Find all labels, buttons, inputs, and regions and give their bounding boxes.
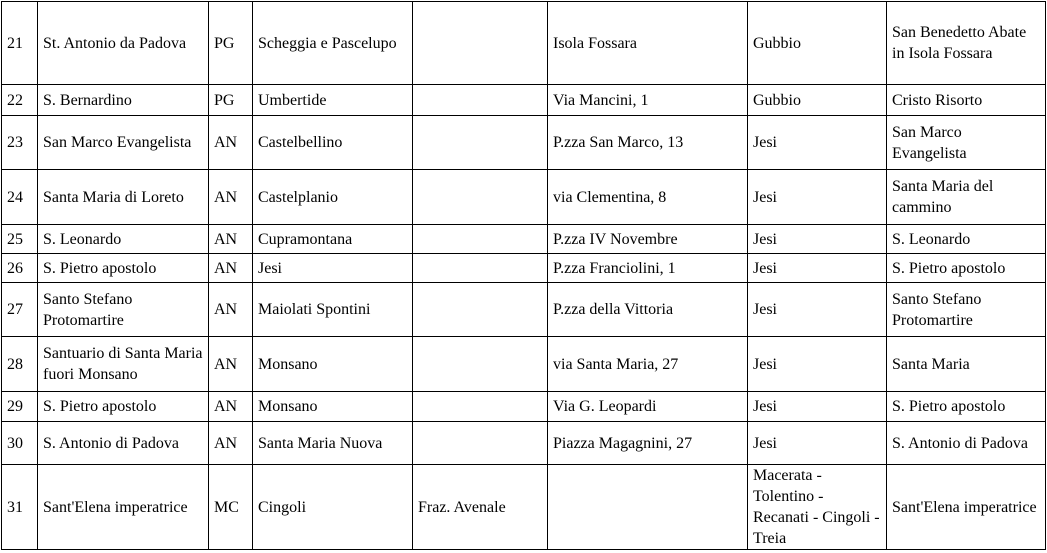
row-number: 31	[2, 465, 38, 550]
diocese: Gubbio	[748, 85, 887, 116]
province: PG	[209, 85, 253, 116]
row-number: 30	[2, 422, 38, 465]
parish: Cristo Risorto	[887, 85, 1046, 116]
municipality: Monsano	[253, 392, 413, 422]
row-number: 24	[2, 170, 38, 225]
hamlet	[413, 254, 548, 283]
address: Isola Fossara	[548, 2, 748, 85]
municipality: Maiolati Spontini	[253, 283, 413, 337]
parish: Santo Stefano Protomartire	[887, 283, 1046, 337]
address: P.zza della Vittoria	[548, 283, 748, 337]
municipality: Castelbellino	[253, 116, 413, 170]
province: AN	[209, 392, 253, 422]
diocese: Jesi	[748, 116, 887, 170]
municipality: Castelplanio	[253, 170, 413, 225]
diocese: Jesi	[748, 422, 887, 465]
address: via Santa Maria, 27	[548, 337, 748, 392]
church-name: Santuario di Santa Maria fuori Monsano	[38, 337, 209, 392]
hamlet	[413, 422, 548, 465]
church-name: S. Leonardo	[38, 225, 209, 254]
row-number: 21	[2, 2, 38, 85]
province: AN	[209, 116, 253, 170]
hamlet	[413, 283, 548, 337]
diocese: Jesi	[748, 254, 887, 283]
table-row	[2, 2, 1046, 85]
address: Piazza Magagnini, 27	[548, 422, 748, 465]
church-name: Sant'Elena imperatrice	[38, 465, 209, 550]
row-number: 28	[2, 337, 38, 392]
address	[548, 465, 748, 550]
church-name: S. Pietro apostolo	[38, 392, 209, 422]
church-name: San Marco Evangelista	[38, 116, 209, 170]
hamlet	[413, 170, 548, 225]
diocese: Jesi	[748, 392, 887, 422]
parish: Sant'Elena imperatrice	[887, 465, 1046, 550]
address: via Clementina, 8	[548, 170, 748, 225]
parish: S. Leonardo	[887, 225, 1046, 254]
table-row	[2, 116, 1046, 170]
row-number: 29	[2, 392, 38, 422]
province: AN	[209, 337, 253, 392]
diocese: Jesi	[748, 225, 887, 254]
diocese: Jesi	[748, 283, 887, 337]
parish: S. Pietro apostolo	[887, 392, 1046, 422]
municipality: Cingoli	[253, 465, 413, 550]
municipality: Monsano	[253, 337, 413, 392]
church-name: S. Pietro apostolo	[38, 254, 209, 283]
province: AN	[209, 422, 253, 465]
table-row	[2, 422, 1046, 465]
parish: S. Pietro apostolo	[887, 254, 1046, 283]
church-name: S. Bernardino	[38, 85, 209, 116]
province: MC	[209, 465, 253, 550]
church-name: St. Antonio da Padova	[38, 2, 209, 85]
municipality: Jesi	[253, 254, 413, 283]
churches-table	[1, 1, 1046, 550]
hamlet	[413, 116, 548, 170]
church-name: S. Antonio di Padova	[38, 422, 209, 465]
table-row	[2, 337, 1046, 392]
table-row	[2, 465, 1046, 550]
province: AN	[209, 254, 253, 283]
parish: Santa Maria	[887, 337, 1046, 392]
table-row	[2, 392, 1046, 422]
row-number: 26	[2, 254, 38, 283]
hamlet	[413, 2, 548, 85]
hamlet: Fraz. Avenale	[413, 465, 548, 550]
row-number: 23	[2, 116, 38, 170]
address: Via Mancini, 1	[548, 85, 748, 116]
table-row	[2, 225, 1046, 254]
address: P.zza Franciolini, 1	[548, 254, 748, 283]
municipality: Cupramontana	[253, 225, 413, 254]
diocese: Jesi	[748, 170, 887, 225]
address: Via G. Leopardi	[548, 392, 748, 422]
diocese: Macerata - Tolentino - Recanati - Cingoli - Treia	[748, 465, 887, 550]
church-name: Santa Maria di Loreto	[38, 170, 209, 225]
row-number: 27	[2, 283, 38, 337]
province: AN	[209, 225, 253, 254]
address: P.zza San Marco, 13	[548, 116, 748, 170]
address: P.zza IV Novembre	[548, 225, 748, 254]
table-row	[2, 85, 1046, 116]
row-number: 25	[2, 225, 38, 254]
diocese: Gubbio	[748, 2, 887, 85]
table-row	[2, 283, 1046, 337]
municipality: Scheggia e Pascelupo	[253, 2, 413, 85]
parish: San Marco Evangelista	[887, 116, 1046, 170]
table-row	[2, 254, 1046, 283]
hamlet	[413, 337, 548, 392]
parish: San Benedetto Abate in Isola Fossara	[887, 2, 1046, 85]
municipality: Umbertide	[253, 85, 413, 116]
municipality: Santa Maria Nuova	[253, 422, 413, 465]
province: AN	[209, 283, 253, 337]
province: AN	[209, 170, 253, 225]
hamlet	[413, 85, 548, 116]
hamlet	[413, 392, 548, 422]
parish: Santa Maria del cammino	[887, 170, 1046, 225]
diocese: Jesi	[748, 337, 887, 392]
table-row	[2, 170, 1046, 225]
province: PG	[209, 2, 253, 85]
row-number: 22	[2, 85, 38, 116]
hamlet	[413, 225, 548, 254]
parish: S. Antonio di Padova	[887, 422, 1046, 465]
church-name: Santo Stefano Protomartire	[38, 283, 209, 337]
